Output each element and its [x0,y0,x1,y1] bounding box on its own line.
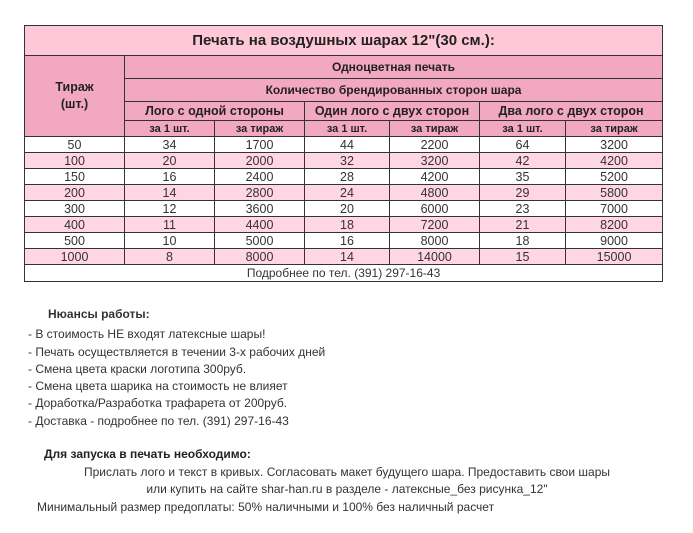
table-cell: 64 [480,137,566,153]
table-cell: 5000 [215,233,305,249]
table-cell: 34 [125,137,215,153]
table-cell: 500 [25,233,125,249]
note-item: - Смена цвета краски логотипа 300руб. [28,361,247,376]
per-run-header: за тираж [566,121,663,137]
table-title: Печать на воздушных шарах 12"(30 см.): [25,26,663,56]
table-cell: 20 [305,201,390,217]
table-cell: 150 [25,169,125,185]
launch-heading: Для запуска в печать необходимо: [44,447,251,461]
sides-header: Количество брендированных сторон шара [125,79,663,102]
table-cell: 3200 [390,153,480,169]
table-cell: 20 [125,153,215,169]
table-row [25,217,663,233]
table-cell: 8000 [215,249,305,265]
prepayment-note: Минимальный размер предоплаты: 50% наличными и 100% без наличный расчет [37,500,495,514]
table-cell: 1000 [25,249,125,265]
table-cell: 18 [480,233,566,249]
tirazh-header [25,56,125,137]
notes-heading: Нюансы работы: [48,307,150,321]
per-unit-header: за 1 шт. [480,121,566,137]
tirazh-unit: (шт.) [60,97,89,111]
table-cell: 4400 [215,217,305,233]
table-cell: 4200 [566,153,663,169]
table-row [25,169,663,185]
tirazh-label: Тираж [55,80,94,94]
table-cell: 11 [125,217,215,233]
table-cell: 100 [25,153,125,169]
table-cell: 23 [480,201,566,217]
table-cell: 14 [305,249,390,265]
table-cell: 3600 [215,201,305,217]
table-cell: 7200 [390,217,480,233]
table-row [25,185,663,201]
print-type-header: Одноцветная печать [125,56,663,79]
table-cell: 21 [480,217,566,233]
table-cell: 24 [305,185,390,201]
launch-text-line: или купить на сайте shar-han.ru в разделе - латексные_без рисунка_12" [146,482,548,496]
table-cell: 8 [125,249,215,265]
table-cell: 50 [25,137,125,153]
note-item: - Смена цвета шарика на стоимость не влияет [28,379,288,394]
table-cell: 42 [480,153,566,169]
table-cell: 12 [125,201,215,217]
per-run-header: за тираж [390,121,480,137]
table-cell: 2800 [215,185,305,201]
table-row [25,249,663,265]
table-cell: 4200 [390,169,480,185]
note-item: - Печать осуществляется в течении 3-х рабочих дней [28,344,326,359]
group-header: Два лого с двух сторон [480,102,663,121]
table-cell: 29 [480,185,566,201]
group-header: Один лого с двух сторон [305,102,480,121]
table-cell: 44 [305,137,390,153]
note-item: - Доработка/Разработка трафарета от 200руб. [28,396,288,411]
table-cell: 14000 [390,249,480,265]
table-cell: 6000 [390,201,480,217]
note-item: - В стоимость НЕ входят латексные шары! [28,327,266,342]
table-cell: 2200 [390,137,480,153]
table-cell: 28 [305,169,390,185]
table-cell: 8200 [566,217,663,233]
table-cell: 1700 [215,137,305,153]
table-cell: 200 [25,185,125,201]
table-cell: 4800 [390,185,480,201]
table-cell: 9000 [566,233,663,249]
price-table [24,25,663,282]
note-item: - Доставка - подробнее по тел. (391) 297-16-43 [28,413,289,428]
table-cell: 2400 [215,169,305,185]
table-cell: 32 [305,153,390,169]
table-cell: 16 [305,233,390,249]
table-cell: 2000 [215,153,305,169]
table-cell: 35 [480,169,566,185]
table-cell: 15000 [566,249,663,265]
work-notes [28,306,325,430]
table-row [25,233,663,249]
table-cell: 18 [305,217,390,233]
table-cell: 5200 [566,169,663,185]
launch-instructions [24,464,670,498]
per-run-header: за тираж [215,121,305,137]
table-cell: 7000 [566,201,663,217]
table-cell: 14 [125,185,215,201]
table-footer-phone: Подробнее по тел. (391) 297-16-43 [25,265,663,282]
per-unit-header: за 1 шт. [125,121,215,137]
table-row [25,153,663,169]
group-header: Лого с одной стороны [125,102,305,121]
table-cell: 5800 [566,185,663,201]
per-unit-header: за 1 шт. [305,121,390,137]
table-cell: 400 [25,217,125,233]
table-cell: 15 [480,249,566,265]
table-cell: 10 [125,233,215,249]
launch-text-line: Прислать лого и текст в кривых. Согласовать макет будущего шара. Предоставить свои шары [84,465,610,479]
table-cell: 300 [25,201,125,217]
table-row [25,137,663,153]
table-cell: 16 [125,169,215,185]
table-cell: 8000 [390,233,480,249]
table-row [25,201,663,217]
table-cell: 3200 [566,137,663,153]
